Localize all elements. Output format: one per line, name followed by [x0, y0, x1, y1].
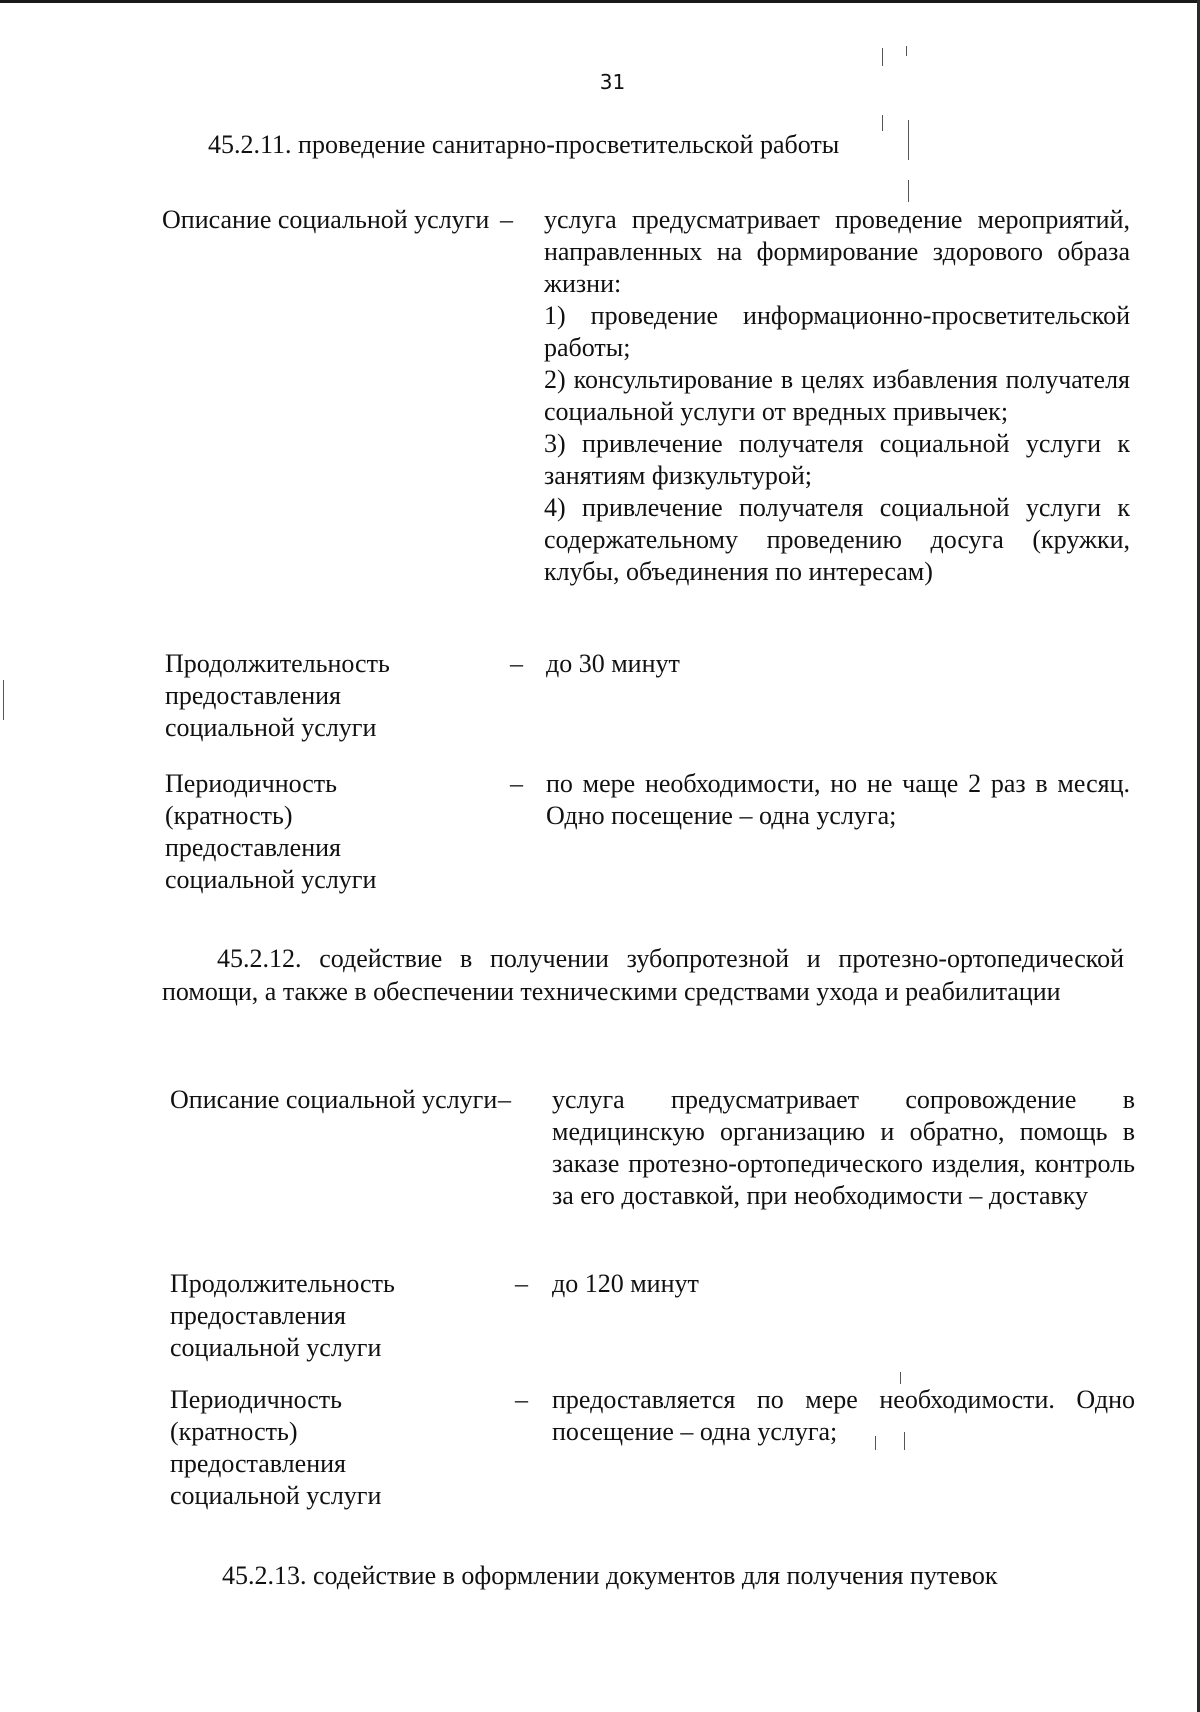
- value-line: 1) проведение информационно-просветительской работы;: [544, 301, 1130, 362]
- scan-top-edge: [0, 0, 1200, 3]
- scan-artifact: [904, 1432, 905, 1450]
- value-line: 2) консультирование в целях избавления получателя социальной услуги от вредных привычек;: [544, 365, 1130, 426]
- dash-separator: –: [515, 1269, 528, 1298]
- scan-artifact: [908, 180, 909, 202]
- row-frequency-45-2-11: [165, 768, 1130, 900]
- scan-artifact: [908, 120, 909, 160]
- value-line: услуга предусматривает сопровождение в медицинскую организацию и обратно, помощь в заказе протезно-ортопедического изделия, контроль за его доставкой, при необходимости – доставку: [552, 1085, 1135, 1210]
- value-line: 3) привлечение получателя социальной услуги к занятиям физкультурой;: [544, 429, 1130, 490]
- scan-artifact: [906, 46, 907, 56]
- row-value: [552, 1384, 1135, 1448]
- scan-artifact: [3, 680, 4, 720]
- row-label: Периодичность (кратность) предоставления социальной услуги: [165, 769, 377, 894]
- value-line: до 120 минут: [552, 1269, 699, 1298]
- row-value: [546, 768, 1130, 832]
- row-label: Продолжительность предоставления социальной услуги: [165, 649, 390, 742]
- dash-separator: –: [498, 1085, 511, 1114]
- row-duration-45-2-11: [165, 648, 1130, 748]
- row-value: [552, 1084, 1135, 1212]
- dash-separator: –: [510, 649, 523, 678]
- page-number: 31: [599, 70, 626, 94]
- section-heading-45-2-13: 45.2.13. содействие в оформлении документов для получения путевок: [222, 1561, 998, 1590]
- scan-artifact: [882, 115, 883, 131]
- value-line: до 30 минут: [546, 649, 680, 678]
- value-line: 4) привлечение получателя социальной услуги к содержательному проведению досуга (кружки, клубы, объединения по интересам): [544, 493, 1130, 586]
- dash-separator: –: [515, 1385, 528, 1414]
- dash-separator: –: [510, 769, 523, 798]
- row-frequency-45-2-12: [170, 1384, 1135, 1516]
- row-value: [552, 1268, 1135, 1300]
- value-line: услуга предусматривает проведение мероприятий, направленных на формирование здорового образа жизни:: [544, 205, 1130, 298]
- row-label: Продолжительность предоставления социальной услуги: [170, 1269, 395, 1362]
- section-heading-45-2-12: 45.2.12. содействие в получении зубопротезной и протезно-ортопедической помощи, а также в обеспечении техническими средствами ухода и реабилитации: [162, 944, 1124, 1006]
- section-heading-45-2-11: 45.2.11. проведение санитарно-просветительской работы: [208, 130, 840, 159]
- row-label: Описание социальной услуги: [162, 205, 490, 234]
- row-description-45-2-12: [170, 1084, 1135, 1254]
- row-label: Описание социальной услуги: [170, 1085, 498, 1114]
- dash-separator: –: [500, 205, 513, 234]
- scan-artifact: [900, 1372, 901, 1384]
- row-duration-45-2-12: [170, 1268, 1135, 1368]
- row-label: Периодичность (кратность) предоставления социальной услуги: [170, 1385, 382, 1510]
- row-value: [544, 204, 1130, 588]
- scan-artifact: [882, 48, 883, 66]
- row-description-45-2-11: [162, 204, 1130, 634]
- value-line: предоставляется по мере необходимости. Одно посещение – одна услуга;: [552, 1385, 1135, 1446]
- row-value: [546, 648, 1130, 680]
- scan-artifact: [875, 1436, 876, 1450]
- value-line: по мере необходимости, но не чаще 2 раз в месяц. Одно посещение – одна услуга;: [546, 769, 1130, 830]
